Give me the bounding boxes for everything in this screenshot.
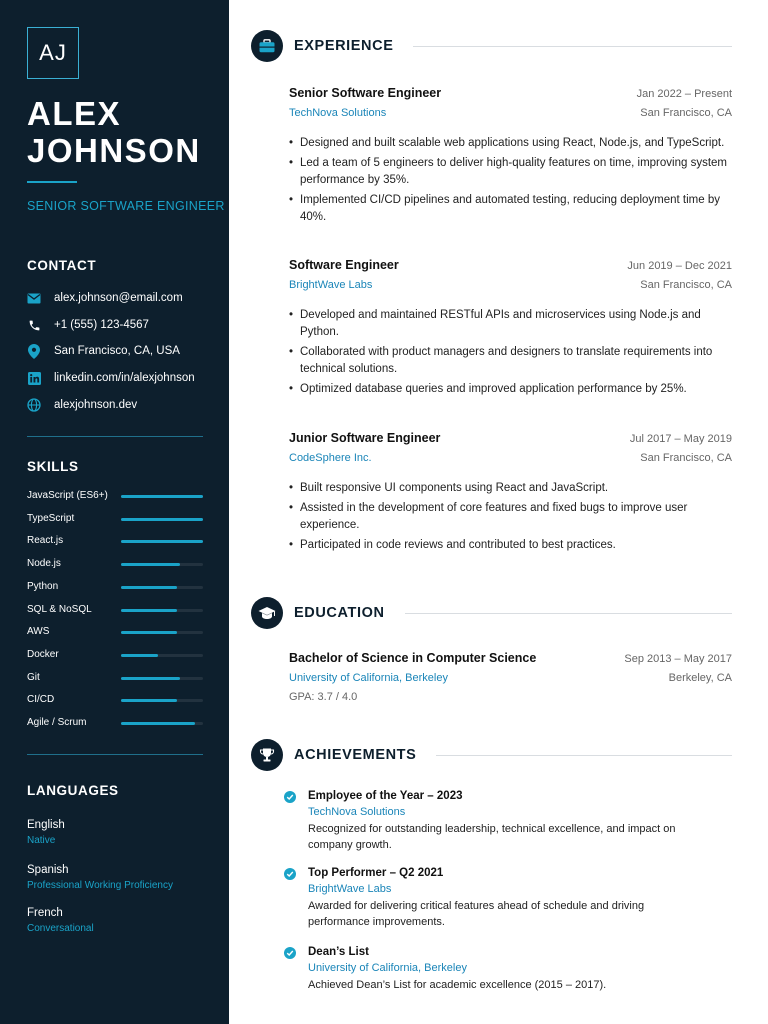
linkedin-icon xyxy=(27,371,41,385)
skill-bar-fill xyxy=(121,563,180,566)
languages-heading: LANGUAGES xyxy=(27,783,119,798)
skill-row xyxy=(27,512,203,526)
briefcase-icon xyxy=(251,30,283,62)
skill-bar-fill xyxy=(121,699,177,702)
graduation-cap-icon xyxy=(251,597,283,629)
skill-bar-fill xyxy=(121,722,195,725)
achievement-org: BrightWave Labs xyxy=(308,883,392,895)
achievement-org: University of California, Berkeley xyxy=(308,962,467,974)
achievement-desc: Achieved Dean’s List for academic excellence (2015 – 2017). xyxy=(308,979,607,991)
experience-section-header xyxy=(251,30,732,62)
language-item xyxy=(27,864,173,891)
sidebar-divider xyxy=(27,754,203,755)
job-company: BrightWave Labs xyxy=(289,279,373,291)
achievement-org: TechNova Solutions xyxy=(308,806,406,818)
language-level: Native xyxy=(27,835,56,846)
skill-label: SQL & NoSQL xyxy=(27,603,92,615)
job-title: Software Engineer xyxy=(289,258,399,272)
skill-label: Python xyxy=(27,580,59,592)
achievement-title: Top Performer – Q2 2021 xyxy=(308,867,444,879)
sidebar-divider xyxy=(27,436,203,437)
language-level: Professional Working Proficiency xyxy=(27,880,173,891)
job-bullet: • Built responsive UI components using React and JavaScript. xyxy=(289,480,732,497)
last-name: JOHNSON xyxy=(27,132,201,169)
skill-bar-track xyxy=(121,631,203,634)
skill-bar-track xyxy=(121,609,203,612)
skill-label: React.js xyxy=(27,535,64,547)
skill-row xyxy=(27,489,203,503)
name-accent-line xyxy=(27,181,77,183)
contact-linkedin[interactable] xyxy=(27,369,195,387)
skills-heading: SKILLS xyxy=(27,459,79,474)
education-heading: EDUCATION xyxy=(294,605,385,621)
skill-label: Git xyxy=(27,671,40,683)
check-circle-icon xyxy=(284,791,296,803)
location-text: San Francisco, CA, USA xyxy=(54,345,180,357)
skill-label: AWS xyxy=(27,626,50,638)
skill-bar-fill xyxy=(121,495,203,498)
skill-row xyxy=(27,716,203,730)
education-entry xyxy=(289,651,732,703)
language-level: Conversational xyxy=(27,923,94,934)
phone-icon xyxy=(27,318,41,332)
experience-heading: EXPERIENCE xyxy=(294,38,394,54)
achievement-desc: Awarded for delivering critical features ahead of schedule and driving performance improvements. xyxy=(308,900,645,928)
language-item xyxy=(27,819,65,846)
contact-website[interactable] xyxy=(27,396,137,414)
skill-label: Docker xyxy=(27,648,59,660)
job-dates: Jul 2017 – May 2019 xyxy=(629,433,732,445)
first-name: ALEX xyxy=(27,95,122,132)
language-item xyxy=(27,907,94,934)
skill-bar-fill xyxy=(121,540,203,543)
skill-bar-fill xyxy=(121,518,203,521)
globe-icon xyxy=(27,398,41,412)
linkedin-text: linkedin.com/in/alexjohnson xyxy=(54,372,195,384)
job-dates: Jun 2019 – Dec 2021 xyxy=(627,260,732,272)
job-bullets xyxy=(289,307,732,398)
job-bullets xyxy=(289,480,732,554)
skill-row xyxy=(27,648,203,662)
sidebar xyxy=(0,0,229,1024)
job-bullet: • Collaborated with product managers and designers to translate requirements into technical solutions. xyxy=(289,344,732,378)
section-rule xyxy=(413,46,732,47)
skill-row xyxy=(27,693,203,707)
job-title: Senior Software Engineer xyxy=(289,86,442,100)
skill-label: TypeScript xyxy=(27,512,75,524)
skill-row xyxy=(27,557,203,571)
check-circle-icon xyxy=(284,868,296,880)
skill-bar-track xyxy=(121,654,203,657)
map-pin-icon xyxy=(27,344,41,358)
achievement-desc: Recognized for outstanding leadership, technical excellence, and impact on company growth. xyxy=(308,823,676,851)
skill-bar-track xyxy=(121,722,203,725)
skill-label: Node.js xyxy=(27,558,61,570)
job-bullets xyxy=(289,135,732,226)
contact-phone[interactable] xyxy=(27,316,149,334)
skill-bar-fill xyxy=(121,609,177,612)
section-rule xyxy=(436,755,732,756)
achievements-section-header xyxy=(251,739,732,771)
job-entry xyxy=(289,258,732,401)
check-circle-icon xyxy=(284,947,296,959)
job-bullet: • Optimized database queries and improved application performance by 25%. xyxy=(289,381,732,398)
trophy-icon xyxy=(251,739,283,771)
job-entry xyxy=(289,431,732,557)
skill-row xyxy=(27,534,203,548)
skill-bar-fill xyxy=(121,677,180,680)
full-name xyxy=(27,95,201,169)
skill-bar-fill xyxy=(121,654,158,657)
achievement-item xyxy=(284,946,732,993)
job-location: San Francisco, CA xyxy=(640,452,732,464)
job-location: San Francisco, CA xyxy=(640,279,732,291)
job-title: SENIOR SOFTWARE ENGINEER xyxy=(27,199,225,213)
phone-text: +1 (555) 123-4567 xyxy=(54,319,149,331)
school-location: Berkeley, CA xyxy=(668,672,732,684)
job-bullet: • Implemented CI/CD pipelines and automated testing, reducing deployment time by 40%. xyxy=(289,192,732,226)
achievement-item xyxy=(284,867,732,930)
website-text: alexjohnson.dev xyxy=(54,399,138,411)
skill-bar-fill xyxy=(121,586,177,589)
job-bullet: • Led a team of 5 engineers to deliver high-quality features on time, improving system performance by 35%. xyxy=(289,155,732,189)
monogram: AJ xyxy=(27,27,79,79)
skill-row xyxy=(27,603,203,617)
job-bullet: • Assisted in the development of core features and fixed bugs to improve user experience. xyxy=(289,500,732,534)
achievement-title: Employee of the Year – 2023 xyxy=(308,790,463,802)
language-name: French xyxy=(27,907,63,919)
job-company: CodeSphere Inc. xyxy=(289,452,372,464)
degree-title: Bachelor of Science in Computer Science xyxy=(289,651,537,665)
job-company: TechNova Solutions xyxy=(289,107,387,119)
mail-icon xyxy=(27,291,41,305)
contact-email[interactable] xyxy=(27,289,183,307)
school-name: University of California, Berkeley xyxy=(289,672,448,684)
skill-row xyxy=(27,671,203,685)
skill-bar-track xyxy=(121,677,203,680)
skill-label: Agile / Scrum xyxy=(27,717,87,728)
skill-label: JavaScript (ES6+) xyxy=(27,490,108,501)
language-name: Spanish xyxy=(27,864,69,876)
skill-label: CI/CD xyxy=(27,694,55,706)
contact-location xyxy=(27,342,180,360)
skill-bar-track xyxy=(121,563,203,566)
skill-bar-track xyxy=(121,518,203,521)
achievement-item xyxy=(284,790,732,853)
job-bullet: • Designed and built scalable web applications using React, Node.js, and TypeScript. xyxy=(289,135,732,152)
job-entry xyxy=(289,86,732,229)
skill-bar-track xyxy=(121,540,203,543)
skill-bar-fill xyxy=(121,631,177,634)
language-name: English xyxy=(27,819,65,831)
skill-row xyxy=(27,580,203,594)
skill-bar-track xyxy=(121,699,203,702)
email-text: alex.johnson@email.com xyxy=(54,292,183,304)
achievements-heading: ACHIEVEMENTS xyxy=(294,747,417,763)
skill-bar-track xyxy=(121,495,203,498)
job-dates: Jan 2022 – Present xyxy=(636,88,732,100)
gpa-text: GPA: 3.7 / 4.0 xyxy=(289,691,358,703)
job-location: San Francisco, CA xyxy=(640,107,732,119)
section-rule xyxy=(405,613,732,614)
skill-row xyxy=(27,625,203,639)
contact-heading: CONTACT xyxy=(27,258,97,273)
job-title: Junior Software Engineer xyxy=(289,431,441,445)
job-bullet: • Participated in code reviews and contributed to best practices. xyxy=(289,537,732,554)
education-section-header xyxy=(251,597,732,629)
achievement-title: Dean’s List xyxy=(308,946,369,958)
education-dates: Sep 2013 – May 2017 xyxy=(624,653,732,665)
job-bullet: • Developed and maintained RESTful APIs and microservices using Node.js and Python. xyxy=(289,307,732,341)
skill-bar-track xyxy=(121,586,203,589)
